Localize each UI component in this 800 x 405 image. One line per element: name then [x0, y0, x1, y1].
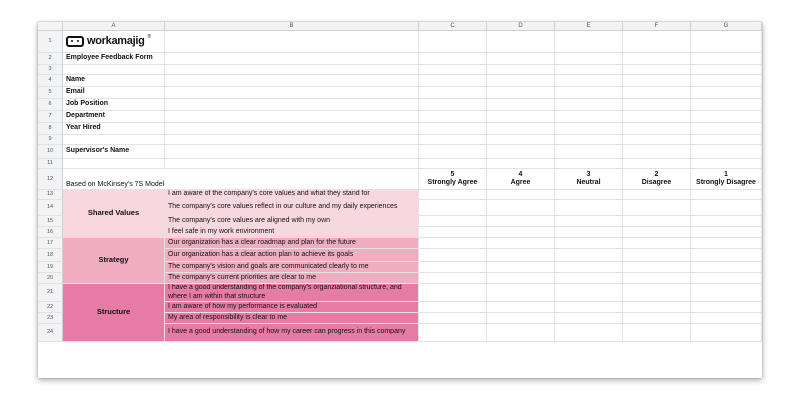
rating-response-cell[interactable] — [555, 249, 623, 262]
rating-response-cell[interactable] — [623, 302, 691, 313]
row-header[interactable]: 23 — [38, 313, 63, 324]
rating-response-cell[interactable] — [487, 324, 555, 342]
row-header[interactable]: 22 — [38, 302, 63, 313]
rating-response-cell[interactable] — [691, 273, 762, 284]
cell[interactable] — [63, 159, 165, 169]
rating-response-cell[interactable] — [691, 284, 762, 302]
cell[interactable] — [487, 135, 555, 145]
row-header[interactable]: 16 — [38, 227, 63, 238]
cell[interactable] — [165, 111, 419, 123]
rating-response-cell[interactable] — [555, 262, 623, 273]
row-header[interactable]: 18 — [38, 249, 63, 262]
rating-response-cell[interactable] — [487, 216, 555, 227]
name-label[interactable]: Name — [63, 75, 165, 87]
rating-response-cell[interactable] — [555, 302, 623, 313]
column-header-d[interactable]: D — [487, 22, 555, 31]
cell[interactable] — [419, 99, 487, 111]
rating-response-cell[interactable] — [555, 216, 623, 227]
rating-response-cell[interactable] — [691, 216, 762, 227]
rating-response-cell[interactable] — [555, 273, 623, 284]
question-cell[interactable]: The company's vision and goals are communicated clearly to me — [165, 262, 419, 273]
rating-response-cell[interactable] — [555, 190, 623, 200]
cell[interactable] — [165, 53, 419, 65]
rating-header[interactable] — [419, 169, 487, 190]
column-header-e[interactable]: E — [555, 22, 623, 31]
question-cell[interactable]: I am aware of the company's core values and what they stand for — [165, 190, 419, 200]
cell[interactable] — [555, 145, 623, 159]
row-header[interactable]: 15 — [38, 216, 63, 227]
cell[interactable] — [487, 53, 555, 65]
category-structure[interactable]: Structure — [63, 284, 165, 342]
rating-number: 5 — [450, 170, 455, 178]
cell[interactable] — [555, 31, 623, 53]
row-header[interactable]: 2 — [38, 53, 63, 65]
row-header[interactable]: 1 — [38, 31, 63, 53]
cell[interactable] — [165, 65, 419, 75]
cell[interactable] — [63, 65, 165, 75]
row-header[interactable]: 12 — [38, 169, 63, 190]
row-header[interactable]: 14 — [38, 200, 63, 216]
cell[interactable] — [419, 123, 487, 135]
cell[interactable] — [691, 99, 762, 111]
cell[interactable] — [555, 65, 623, 75]
cell[interactable] — [691, 31, 762, 53]
rating-response-cell[interactable] — [623, 216, 691, 227]
cell[interactable] — [623, 99, 691, 111]
cell[interactable] — [623, 75, 691, 87]
rating-response-cell[interactable] — [555, 238, 623, 249]
rating-label: Strongly Disagree — [696, 178, 756, 186]
question-cell[interactable]: The company's current priorities are clear to me — [165, 273, 419, 284]
rating-response-cell[interactable] — [623, 324, 691, 342]
rating-number: 2 — [654, 170, 659, 178]
column-header-c[interactable]: C — [419, 22, 487, 31]
rating-number: 4 — [518, 170, 523, 178]
year-hired-label[interactable]: Year Hired — [63, 123, 165, 135]
rating-response-cell[interactable] — [623, 284, 691, 302]
cell[interactable] — [555, 99, 623, 111]
cell[interactable] — [555, 135, 623, 145]
rating-response-cell[interactable] — [691, 190, 762, 200]
cell[interactable] — [487, 65, 555, 75]
question-cell[interactable]: The company's core values are aligned with my own — [165, 216, 419, 227]
cell[interactable] — [487, 159, 555, 169]
rating-header[interactable] — [555, 169, 623, 190]
spreadsheet-grid — [38, 22, 762, 342]
rating-response-cell[interactable] — [691, 249, 762, 262]
question-cell[interactable]: I have a good understanding of how my career can progress in this company — [165, 324, 419, 342]
cell[interactable] — [691, 111, 762, 123]
cell[interactable] — [487, 31, 555, 53]
column-header-a[interactable]: A — [63, 22, 165, 31]
row-header[interactable]: 5 — [38, 87, 63, 99]
rating-label: Agree — [510, 178, 531, 186]
row-header[interactable]: 9 — [38, 135, 63, 145]
rating-response-cell[interactable] — [487, 313, 555, 324]
row-header[interactable]: 11 — [38, 159, 63, 169]
rating-response-cell[interactable] — [555, 227, 623, 238]
cell[interactable] — [691, 87, 762, 99]
question-cell[interactable]: The company's core values reflect in our culture and my daily experiences — [165, 200, 419, 216]
category-strategy[interactable]: Strategy — [63, 238, 165, 284]
rating-response-cell[interactable] — [555, 324, 623, 342]
cell[interactable] — [691, 145, 762, 159]
question-cell[interactable]: I am aware of how my performance is evaluated — [165, 302, 419, 313]
cell[interactable] — [165, 135, 419, 145]
cell[interactable] — [165, 159, 419, 169]
rating-response-cell[interactable] — [623, 313, 691, 324]
rating-response-cell[interactable] — [487, 249, 555, 262]
cell[interactable] — [623, 31, 691, 53]
question-cell[interactable]: Our organization has a clear roadmap and plan for the future — [165, 238, 419, 249]
rating-response-cell[interactable] — [623, 227, 691, 238]
rating-response-cell[interactable] — [623, 238, 691, 249]
cell[interactable] — [165, 75, 419, 87]
cell[interactable] — [487, 75, 555, 87]
column-header-g[interactable]: G — [691, 22, 762, 31]
form-title[interactable]: Employee Feedback Form — [63, 53, 165, 65]
question-cell[interactable]: I feel safe in my work environment — [165, 227, 419, 238]
column-header-b[interactable]: B — [165, 22, 419, 31]
rating-response-cell[interactable] — [419, 190, 487, 200]
rating-response-cell[interactable] — [487, 190, 555, 200]
cell[interactable] — [165, 31, 419, 53]
rating-response-cell[interactable] — [419, 302, 487, 313]
cell[interactable] — [691, 65, 762, 75]
cell[interactable] — [623, 159, 691, 169]
rating-header[interactable] — [623, 169, 691, 190]
cell[interactable] — [487, 123, 555, 135]
department-label[interactable]: Department — [63, 111, 165, 123]
row-header[interactable]: 20 — [38, 273, 63, 284]
cell[interactable] — [691, 75, 762, 87]
rating-number: 1 — [724, 170, 728, 178]
column-header-f[interactable]: F — [623, 22, 691, 31]
row-header[interactable]: 17 — [38, 238, 63, 249]
rating-response-cell[interactable] — [419, 262, 487, 273]
rating-response-cell[interactable] — [691, 324, 762, 342]
cell[interactable] — [691, 135, 762, 145]
rating-label: Neutral — [576, 178, 601, 186]
rating-label: Strongly Agree — [427, 178, 478, 186]
supervisor-label[interactable]: Supervisor's Name — [63, 145, 165, 159]
row-header[interactable]: 19 — [38, 262, 63, 273]
row-header[interactable]: 10 — [38, 145, 63, 159]
cell[interactable] — [487, 87, 555, 99]
rating-header[interactable] — [691, 169, 762, 190]
cell[interactable] — [691, 53, 762, 65]
rating-response-cell[interactable] — [487, 302, 555, 313]
logo-registered-mark: ® — [147, 34, 152, 40]
logo-cell[interactable] — [63, 31, 165, 53]
rating-header[interactable] — [487, 169, 555, 190]
rating-response-cell[interactable] — [419, 216, 487, 227]
cell[interactable] — [63, 135, 165, 145]
cell[interactable] — [419, 31, 487, 53]
question-cell[interactable]: Our organization has a clear action plan to achieve its goals — [165, 249, 419, 262]
rating-response-cell[interactable] — [555, 313, 623, 324]
question-cell[interactable]: I have a good understanding of the company's organziational structure, and where I am within that structure — [165, 284, 419, 302]
row-header[interactable]: 4 — [38, 75, 63, 87]
cell[interactable] — [165, 145, 419, 159]
cell[interactable] — [623, 145, 691, 159]
category-shared-values[interactable]: Shared Values — [63, 190, 165, 238]
rating-response-cell[interactable] — [419, 227, 487, 238]
cell[interactable] — [419, 75, 487, 87]
rating-response-cell[interactable] — [487, 284, 555, 302]
workamajig-logo-icon — [66, 36, 84, 47]
row-header[interactable]: 8 — [38, 123, 63, 135]
rating-response-cell[interactable] — [691, 302, 762, 313]
cell[interactable] — [623, 87, 691, 99]
select-all-corner[interactable] — [38, 22, 63, 31]
rating-response-cell[interactable] — [419, 249, 487, 262]
rating-response-cell[interactable] — [691, 238, 762, 249]
rating-response-cell[interactable] — [419, 238, 487, 249]
rating-response-cell[interactable] — [691, 262, 762, 273]
cell[interactable] — [623, 65, 691, 75]
rating-response-cell[interactable] — [487, 273, 555, 284]
rating-response-cell[interactable] — [691, 313, 762, 324]
row-header[interactable]: 7 — [38, 111, 63, 123]
cell[interactable] — [165, 87, 419, 99]
rating-response-cell[interactable] — [419, 313, 487, 324]
cell[interactable] — [419, 65, 487, 75]
cell[interactable] — [419, 111, 487, 123]
logo-text: workamajig — [87, 35, 145, 48]
cell[interactable] — [623, 135, 691, 145]
rating-response-cell[interactable] — [555, 284, 623, 302]
job-position-label[interactable]: Job Position — [63, 99, 165, 111]
cell[interactable] — [555, 87, 623, 99]
rating-response-cell[interactable] — [623, 190, 691, 200]
cell[interactable] — [419, 145, 487, 159]
rating-response-cell[interactable] — [419, 273, 487, 284]
cell[interactable] — [555, 123, 623, 135]
cell[interactable] — [623, 111, 691, 123]
question-cell[interactable]: My area of responsibility is clear to me — [165, 313, 419, 324]
rating-number: 3 — [586, 170, 591, 178]
cell[interactable] — [691, 159, 762, 169]
cell[interactable] — [487, 145, 555, 159]
row-header[interactable]: 24 — [38, 324, 63, 342]
row-header[interactable]: 13 — [38, 190, 63, 200]
cell[interactable] — [555, 53, 623, 65]
row-header[interactable]: 3 — [38, 65, 63, 75]
cell[interactable] — [419, 135, 487, 145]
rating-response-cell[interactable] — [691, 200, 762, 216]
rating-response-cell[interactable] — [623, 200, 691, 216]
rating-response-cell[interactable] — [419, 284, 487, 302]
cell[interactable] — [165, 123, 419, 135]
model-note[interactable]: Based on McKinsey's 7S Model — [63, 169, 419, 190]
cell[interactable] — [623, 53, 691, 65]
rating-response-cell[interactable] — [487, 238, 555, 249]
cell[interactable] — [691, 123, 762, 135]
rating-response-cell[interactable] — [487, 262, 555, 273]
rating-response-cell[interactable] — [623, 262, 691, 273]
cell[interactable] — [487, 111, 555, 123]
email-label[interactable]: Email — [63, 87, 165, 99]
cell[interactable] — [165, 99, 419, 111]
cell[interactable] — [555, 159, 623, 169]
spreadsheet — [38, 22, 762, 378]
row-header[interactable]: 6 — [38, 99, 63, 111]
cell[interactable] — [419, 87, 487, 99]
cell[interactable] — [623, 123, 691, 135]
rating-response-cell[interactable] — [487, 227, 555, 238]
cell[interactable] — [419, 159, 487, 169]
rating-response-cell[interactable] — [487, 200, 555, 216]
cell[interactable] — [419, 53, 487, 65]
row-header[interactable]: 21 — [38, 284, 63, 302]
rating-label: Disagree — [641, 178, 672, 186]
cell[interactable] — [487, 99, 555, 111]
rating-response-cell[interactable] — [691, 227, 762, 238]
cell[interactable] — [555, 111, 623, 123]
rating-response-cell[interactable] — [419, 200, 487, 216]
rating-response-cell[interactable] — [623, 273, 691, 284]
rating-response-cell[interactable] — [419, 324, 487, 342]
rating-response-cell[interactable] — [623, 249, 691, 262]
rating-response-cell[interactable] — [555, 200, 623, 216]
cell[interactable] — [555, 75, 623, 87]
